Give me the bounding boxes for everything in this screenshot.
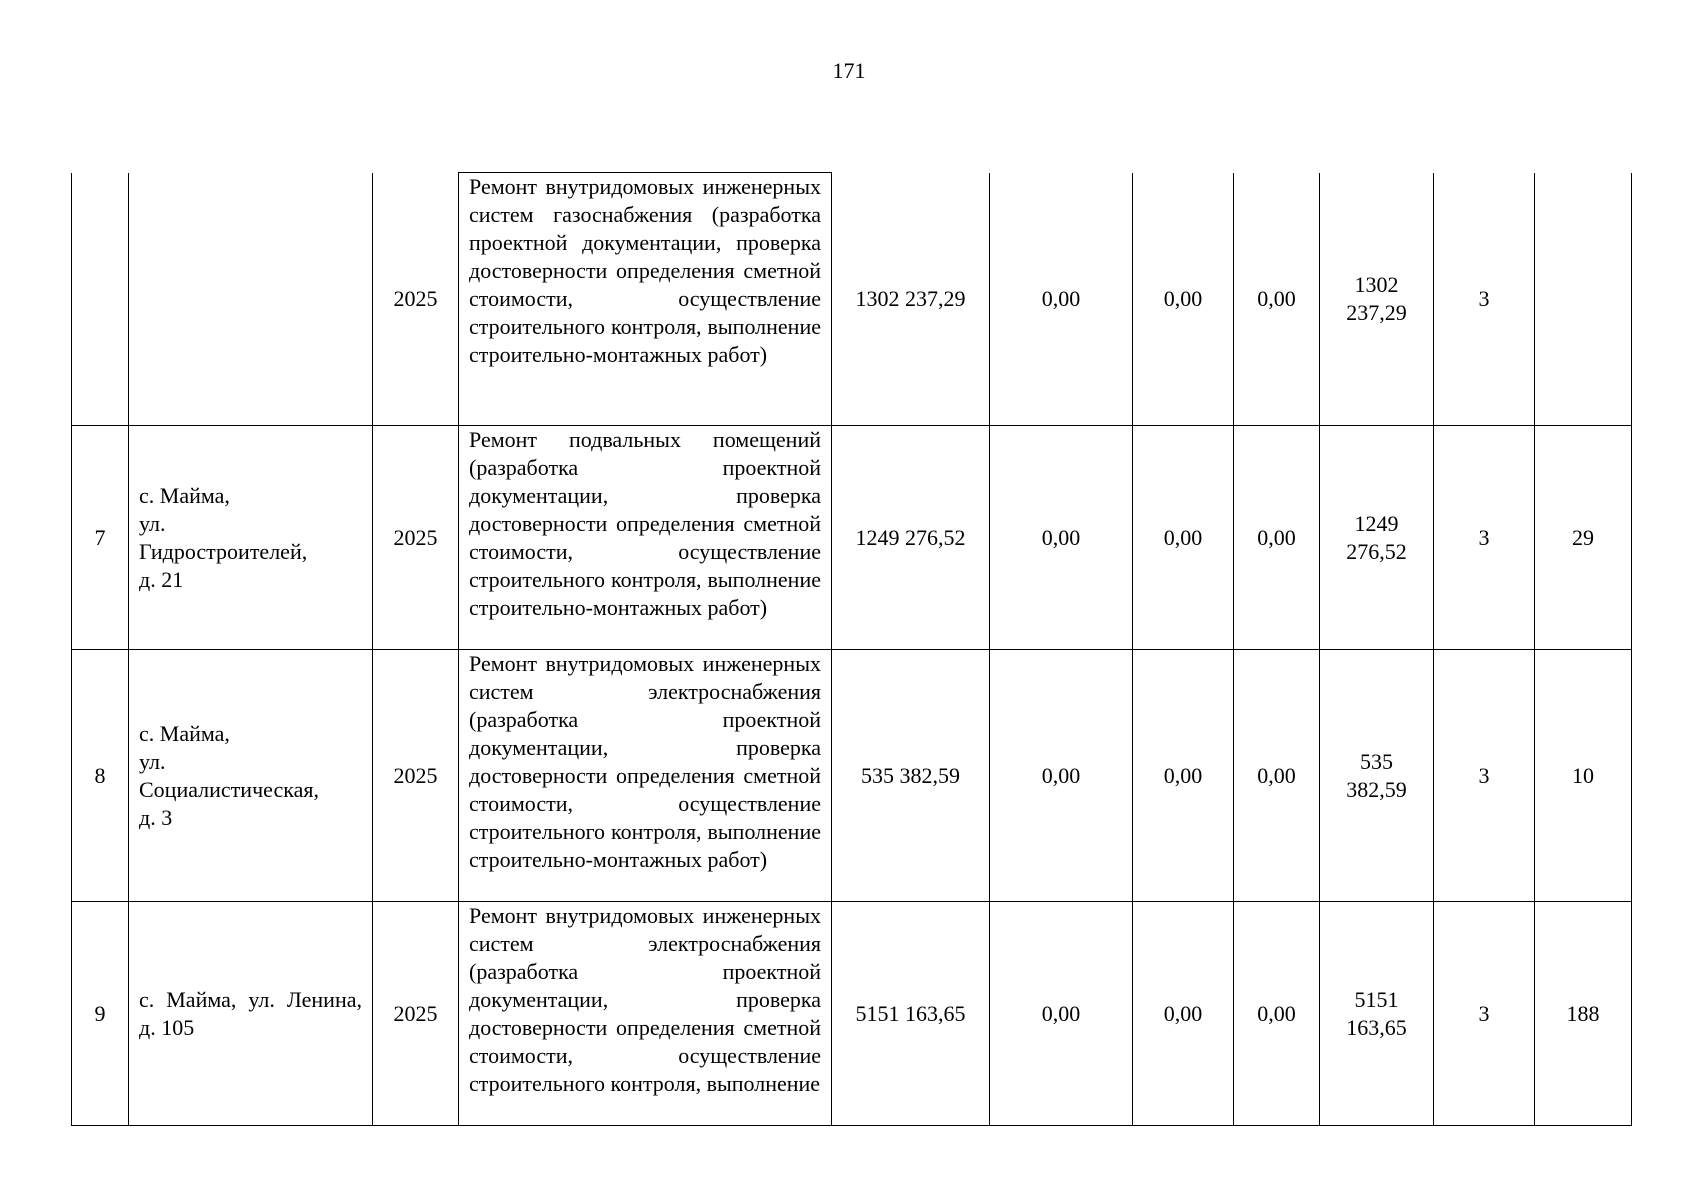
table-row — [72, 650, 1632, 902]
count-cell: 29 — [1535, 426, 1632, 650]
work-description-cell: Ремонт внутридомовых инженерных систем электроснабжения (разработка проектной документации, проверка достоверности определения сметной стоимости, осуществление строительного контроля, выполнение — [459, 902, 832, 1126]
count-cell: 188 — [1535, 902, 1632, 1126]
row-number — [72, 173, 129, 426]
amount-cell: 0,00 — [1234, 173, 1320, 426]
address-cell — [129, 173, 373, 426]
work-description-cell: Ремонт подвальных помещений (разработка проектной документации, проверка достоверности определения сметной стоимости, осуществление строительного контроля, выполнение строительно-монтажных работ) — [459, 426, 832, 650]
amount-cell: 0,00 — [990, 173, 1133, 426]
year-cell: 2025 — [373, 902, 459, 1126]
amount-cell: 0,00 — [1234, 650, 1320, 902]
page-number: 171 — [832, 58, 866, 83]
works-table — [71, 172, 1632, 1126]
address-cell: с. Майма, ул. Социалистическая, д. 3 — [129, 650, 373, 902]
amount-cell: 0,00 — [990, 426, 1133, 650]
amount-cell: 1302 237,29 — [1320, 173, 1434, 426]
count-cell: 10 — [1535, 650, 1632, 902]
amount-cell: 0,00 — [1133, 426, 1234, 650]
amount-cell: 5151 163,65 — [1320, 902, 1434, 1126]
amount-cell: 0,00 — [1133, 173, 1234, 426]
year-cell: 2025 — [373, 426, 459, 650]
code-cell: 3 — [1434, 902, 1535, 1126]
count-cell — [1535, 173, 1632, 426]
table-row — [72, 902, 1632, 1126]
row-number: 7 — [72, 426, 129, 650]
total-cost-cell: 5151 163,65 — [832, 902, 990, 1126]
address-cell: с. Майма, ул. Ленина, д. 105 — [129, 902, 373, 1126]
code-cell: 3 — [1434, 650, 1535, 902]
amount-cell: 0,00 — [1133, 650, 1234, 902]
amount-cell: 0,00 — [1133, 902, 1234, 1126]
amount-cell: 0,00 — [1234, 902, 1320, 1126]
total-cost-cell: 1249 276,52 — [832, 426, 990, 650]
work-description-cell: Ремонт внутридомовых инженерных систем газоснабжения (разработка проектной документации, проверка достоверности определения сметной стоимости, осуществление строительного контроля, выполнение строительно-монтажных работ) — [459, 173, 832, 426]
amount-cell: 535 382,59 — [1320, 650, 1434, 902]
code-cell: 3 — [1434, 426, 1535, 650]
amount-cell: 1249 276,52 — [1320, 426, 1434, 650]
row-number: 8 — [72, 650, 129, 902]
row-number: 9 — [72, 902, 129, 1126]
table-row — [72, 173, 1632, 426]
address-cell: с. Майма, ул. Гидростроителей, д. 21 — [129, 426, 373, 650]
table-row — [72, 426, 1632, 650]
total-cost-cell: 535 382,59 — [832, 650, 990, 902]
code-cell: 3 — [1434, 173, 1535, 426]
amount-cell: 0,00 — [990, 902, 1133, 1126]
year-cell: 2025 — [373, 650, 459, 902]
amount-cell: 0,00 — [1234, 426, 1320, 650]
amount-cell: 0,00 — [990, 650, 1133, 902]
work-description-cell: Ремонт внутридомовых инженерных систем электроснабжения (разработка проектной документации, проверка достоверности определения сметной стоимости, осуществление строительного контроля, выполнение строительно-монтажных работ) — [459, 650, 832, 902]
year-cell: 2025 — [373, 173, 459, 426]
total-cost-cell: 1302 237,29 — [832, 173, 990, 426]
